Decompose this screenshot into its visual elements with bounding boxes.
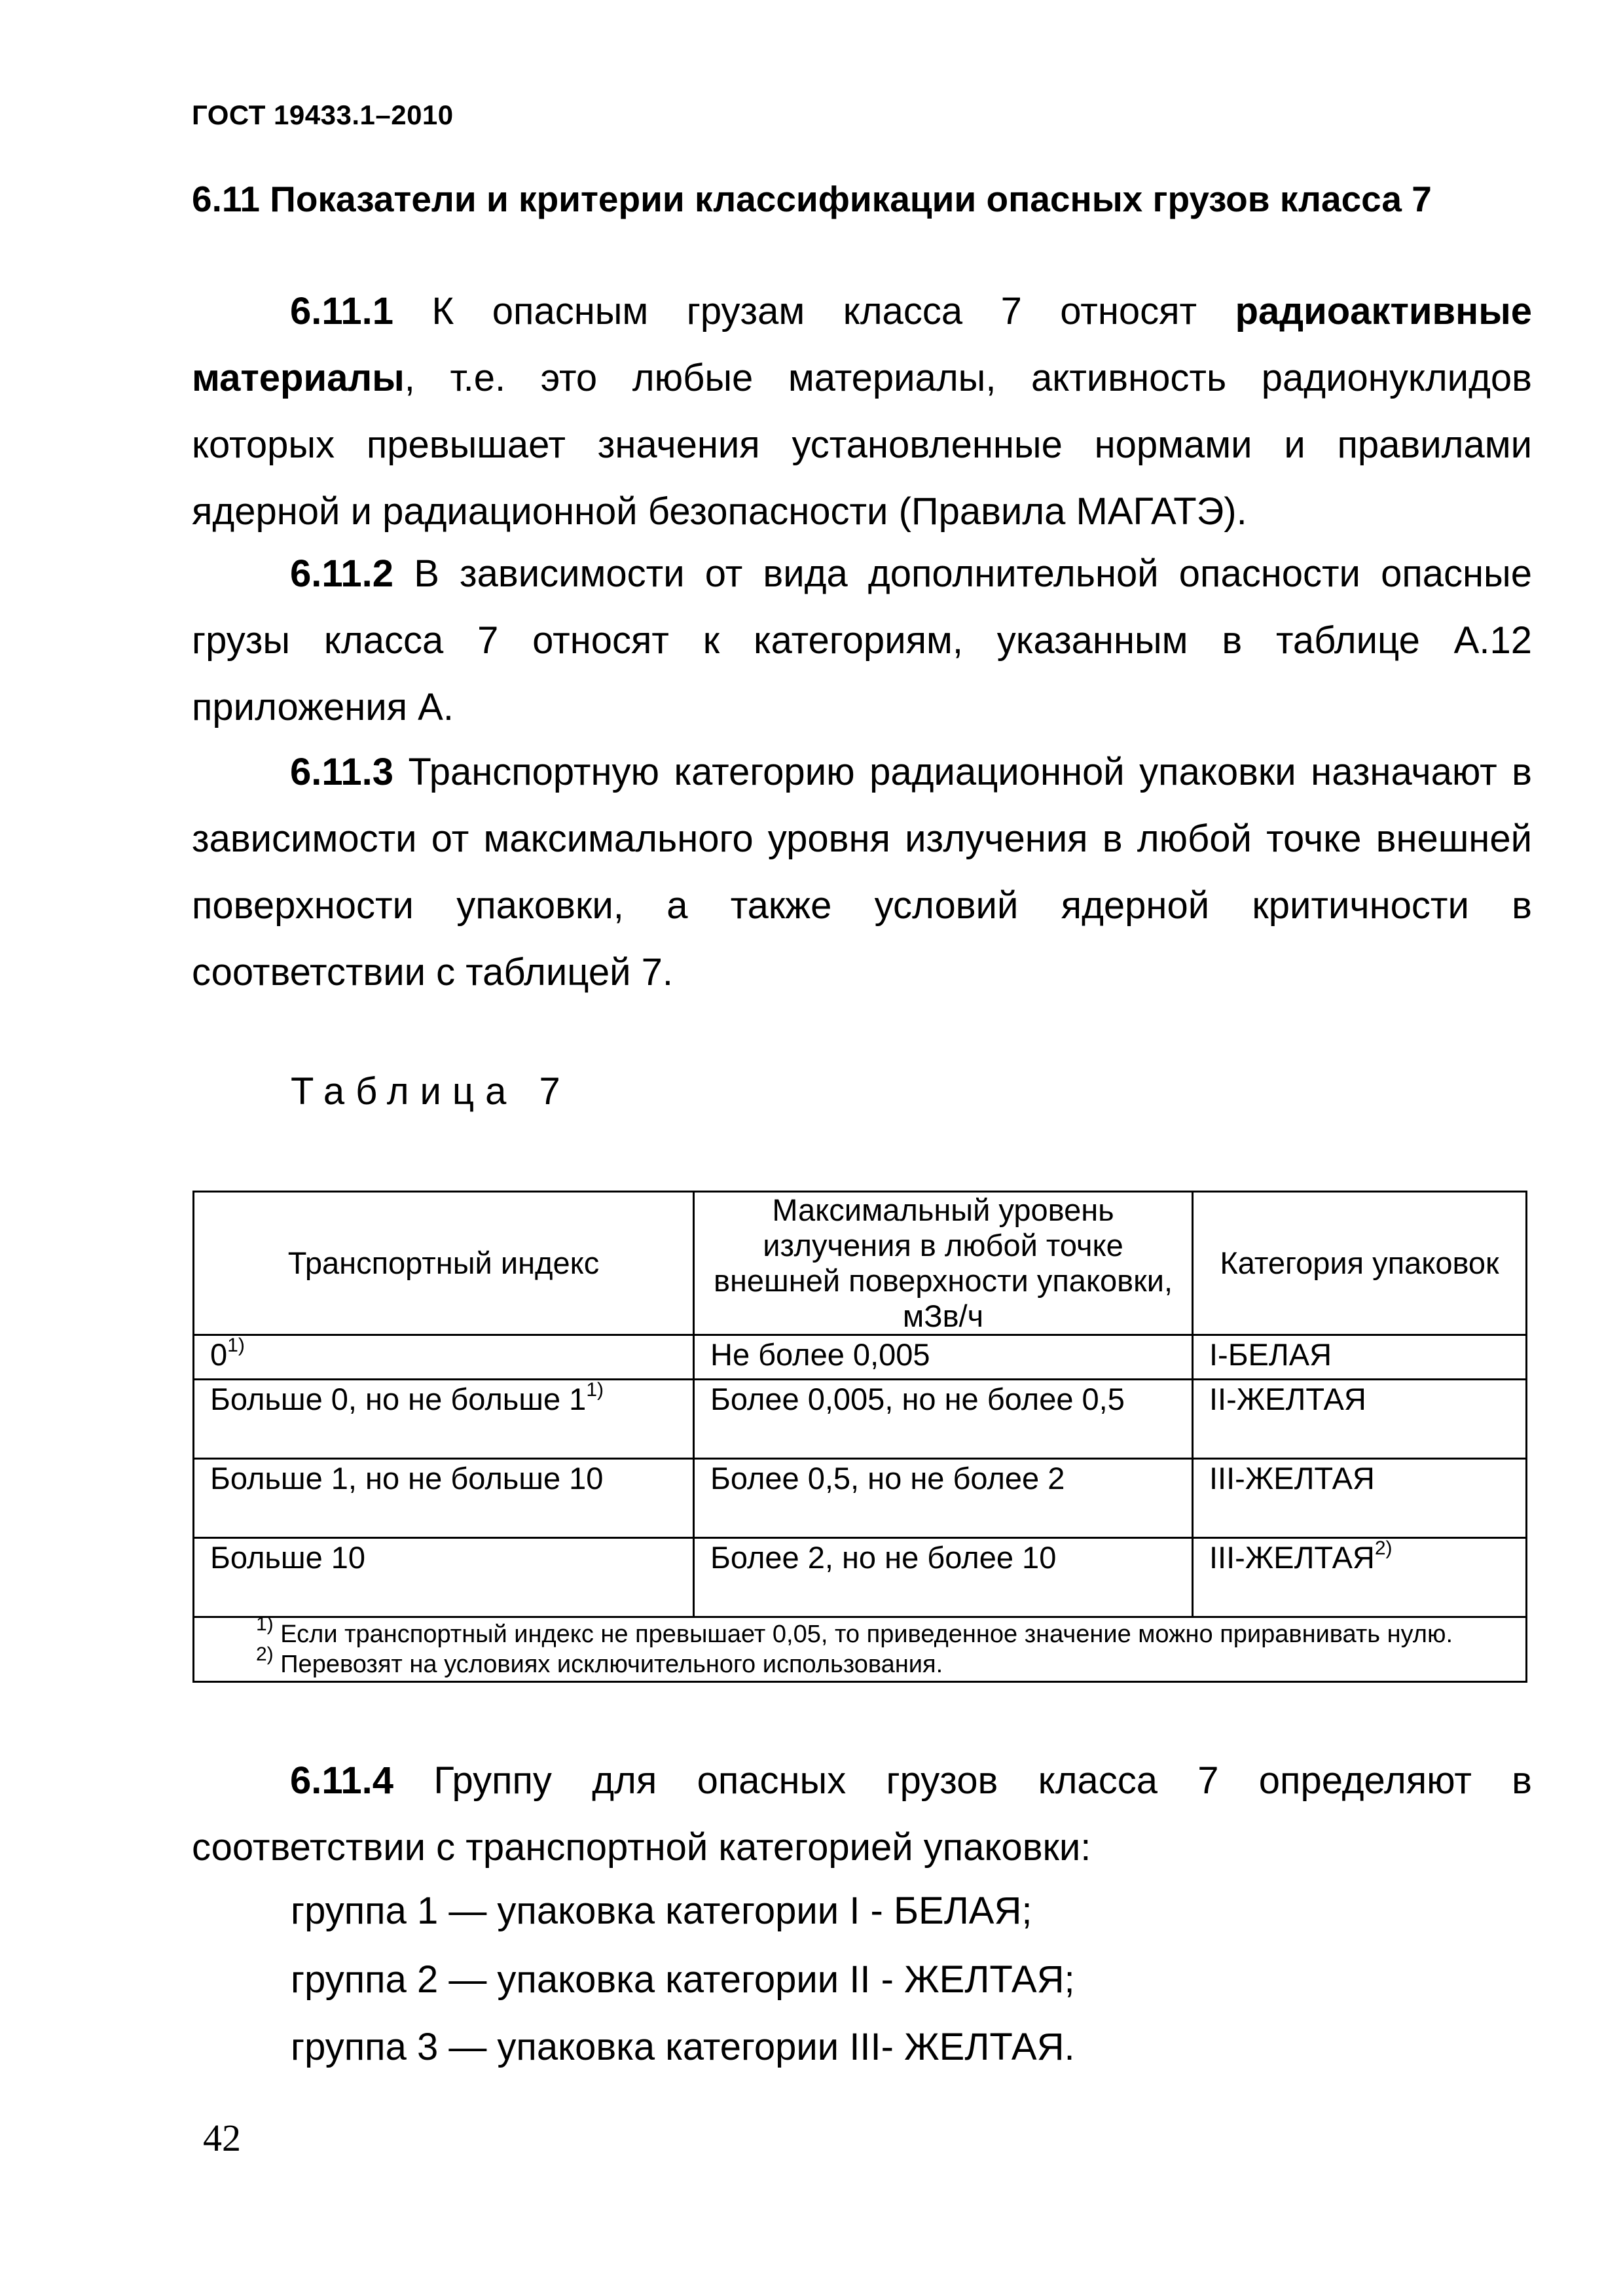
table-row <box>194 1459 1527 1538</box>
table-row <box>194 1538 1527 1617</box>
table-footnotes-row <box>194 1617 1527 1682</box>
clause-number: 6.11.2 <box>290 552 394 595</box>
footnote-ref: 2) <box>1374 1537 1393 1560</box>
cell-index: 0$^{1)}$ <box>194 1335 694 1380</box>
clause-number: 6.11.4 <box>290 1759 394 1802</box>
paragraph-text: Группу для опасных грузов класса 7 определяют в соответствии с транспортной категорией упаковки: <box>192 1759 1532 1869</box>
header-radiation-level: Максимальный уровень излучения в любой точке внешней поверхности упаковки, мЗв/ч <box>694 1192 1193 1335</box>
cell-category: I-БЕЛАЯ <box>1193 1335 1527 1380</box>
term-bold: радиоактивные материалы <box>192 290 1532 399</box>
footnote-2: $^{2)}$ Перевозят на условиях исключительного использования. <box>256 1643 943 1678</box>
cell-category: III-ЖЕЛТАЯ <box>1193 1459 1527 1538</box>
group-list-item: группа 1 — упаковка категории I - БЕЛАЯ; <box>291 1890 1032 1932</box>
cell-level: Не более 0,005 <box>694 1335 1193 1380</box>
cell-index: Больше 0, но не больше 1$^{1)}$ <box>194 1380 694 1459</box>
clause-number: 6.11.3 <box>290 751 394 793</box>
page-number: 42 <box>203 2117 241 2159</box>
section-title: 6.11 Показатели и критерии классификации опасных грузов класса 7 <box>192 179 1432 219</box>
footnote-1: $^{1)}$ Если транспортный индекс не превышает 0,05, то приведенное значение можно приравнивать нулю. <box>256 1613 1453 1648</box>
clause-number: 6.11.1 <box>290 290 394 332</box>
header-package-category: Категория упаковок <box>1193 1192 1527 1335</box>
paragraph-text: В зависимости от вида дополнительной опасности опасные грузы класса 7 относят к категориям, указанным в таблице А.12 приложения А. <box>192 552 1532 728</box>
table-row <box>194 1380 1527 1459</box>
header-transport-index: Транспортный индекс <box>194 1192 694 1335</box>
paragraph-text: , т.е. это любые материалы, активность радионуклидов которых превышает значения установленные нормами и правилами ядерной и радиационной безопасности (Правила МАГАТЭ). <box>192 357 1532 533</box>
paragraph-text: К опасным грузам класса 7 относят <box>393 290 1235 332</box>
cell-category: II-ЖЕЛТАЯ <box>1193 1380 1527 1459</box>
cell-level: Более 0,5, но не более 2 <box>694 1459 1193 1538</box>
cell-level: Более 2, но не более 10 <box>694 1538 1193 1617</box>
table-caption: Таблица 7 <box>291 1070 572 1113</box>
cell-index: Больше 1, но не больше 10 <box>194 1459 694 1538</box>
paragraph-6-11-1 <box>192 278 1532 545</box>
paragraph-text: Транспортную категорию радиационной упаковки назначают в зависимости от максимального уровня излучения в любой точке внешней поверхности упаковки, а также условий ядерной критичности в соответствии с таблицей 7. <box>192 751 1532 994</box>
paragraph-6-11-4 <box>192 1748 1532 1881</box>
table-header-row <box>194 1192 1527 1335</box>
cell-index: Больше 10 <box>194 1538 694 1617</box>
group-list-item: группа 3 — упаковка категории III- ЖЕЛТАЯ. <box>291 2026 1075 2068</box>
footnote-ref: 1) <box>586 1379 604 1401</box>
paragraph-6-11-2 <box>192 541 1532 741</box>
paragraph-6-11-3 <box>192 739 1532 1006</box>
group-list-item: группа 2 — упаковка категории II - ЖЕЛТАЯ; <box>291 1958 1075 2001</box>
document-id: ГОСТ 19433.1–2010 <box>192 99 454 130</box>
table-row <box>194 1335 1527 1380</box>
cell-level: Более 0,005, но не более 0,5 <box>694 1380 1193 1459</box>
table-7 <box>192 1191 1527 1683</box>
table-footnotes <box>194 1613 1527 1682</box>
footnote-ref: 1) <box>227 1335 245 1357</box>
cell-category: III-ЖЕЛТАЯ$^{2)}$ <box>1193 1538 1527 1617</box>
